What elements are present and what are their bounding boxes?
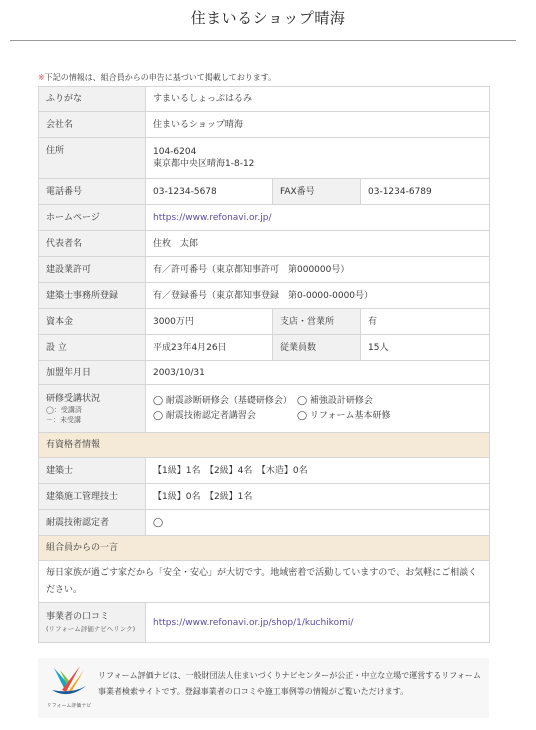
value-tel: 03-1234-5678 <box>146 179 273 205</box>
row-architect <box>39 458 490 484</box>
note-text: 下記の情報は、組合員からの申告に基づいて掲載しております。 <box>44 73 277 82</box>
value-capital: 3000万円 <box>146 309 273 335</box>
value-reviews <box>146 603 490 643</box>
row-message <box>39 561 490 603</box>
row-company <box>39 112 490 138</box>
value-staff: 15人 <box>361 335 490 361</box>
value-seismic: ◯ <box>146 510 490 536</box>
section-message <box>39 536 490 561</box>
row-training <box>39 385 490 433</box>
training-item-reform-basic: ◯ リフォーム基本研修 <box>297 410 391 421</box>
row-tel <box>39 179 490 205</box>
label-homepage: ホームページ <box>39 205 146 231</box>
value-homepage <box>146 205 490 231</box>
address-street: 東京都中央区晴海1-8-12 <box>153 159 255 169</box>
value-joined: 2003/10/31 <box>146 361 490 385</box>
value-furigana: すまいるしょっぷはるみ <box>146 87 490 112</box>
disclaimer-note <box>38 73 276 83</box>
row-construction <box>39 484 490 510</box>
label-address: 住所 <box>39 138 146 179</box>
value-arch-office: 有／登録番号（東京都知事登録 第0-0000-0000号） <box>146 283 490 309</box>
address-zip: 104-6204 <box>153 147 197 157</box>
row-joined <box>39 361 490 385</box>
row-license <box>39 257 490 283</box>
row-representative <box>39 231 490 257</box>
label-construction: 建築施工管理技士 <box>39 484 146 510</box>
row-reviews <box>39 603 490 643</box>
value-company: 住まいるショップ晴海 <box>146 112 490 138</box>
footer-description: リフォーム評価ナビは、一般財団法人住まいづくりナビセンターが公正・中立な立場で運営するリフォーム事業者検索サイトです。登録事業者の口コミや施工事例等の情報がご覧いただけます。 <box>98 671 481 696</box>
value-architect: 【1級】1名 【2級】4名 【木造】0名 <box>146 458 490 484</box>
message-text: 毎日家族が過ごす家だから「安全・安心」が大切です。地域密着で活動していますので、お気軽にご相談ください。 <box>39 561 490 603</box>
training-legend-not: －：未受講 <box>46 415 81 424</box>
row-capital <box>39 309 490 335</box>
refonavi-logo-icon <box>46 664 92 700</box>
row-address <box>39 138 490 179</box>
reviews-link[interactable]: https://www.refonavi.or.jp/shop/1/kuchikomi/ <box>153 617 354 628</box>
row-furigana <box>39 87 490 112</box>
title-divider <box>10 40 516 41</box>
footer-banner <box>38 658 489 718</box>
label-arch-office: 建築士事務所登録 <box>39 283 146 309</box>
training-item-reinforcement: ◯ 補強設計研修会 <box>297 395 373 406</box>
label-staff: 従業員数 <box>273 335 361 361</box>
label-tel: 電話番号 <box>39 179 146 205</box>
training-item-seismic-diagnosis: ◯ 耐震診断研修会（基礎研修会） <box>153 395 292 406</box>
label-representative: 代表者名 <box>39 231 146 257</box>
training-item-seismic-tech: ◯ 耐震技術認定者講習会 <box>153 410 256 421</box>
label-company: 会社名 <box>39 112 146 138</box>
row-homepage <box>39 205 490 231</box>
refonavi-logo[interactable] <box>46 664 92 712</box>
training-legend-done: ◯：受講済 <box>46 405 82 414</box>
value-address <box>146 138 490 179</box>
label-founded: 設 立 <box>39 335 146 361</box>
label-fax: FAX番号 <box>273 179 361 205</box>
row-arch-office <box>39 283 490 309</box>
label-architect: 建築士 <box>39 458 146 484</box>
value-license: 有／許可番号（東京都知事許可 第000000号） <box>146 257 490 283</box>
label-joined: 加盟年月日 <box>39 361 146 385</box>
label-furigana: ふりがな <box>39 87 146 112</box>
row-founded <box>39 335 490 361</box>
row-seismic <box>39 510 490 536</box>
section-message-label: 組合員からの一言 <box>39 536 490 561</box>
label-reviews <box>39 603 146 643</box>
value-branch: 有 <box>361 309 490 335</box>
logo-caption: リフォーム評価ナビ <box>46 703 92 709</box>
label-branch: 支店・営業所 <box>273 309 361 335</box>
value-fax: 03-1234-6789 <box>361 179 490 205</box>
label-seismic: 耐震技術認定者 <box>39 510 146 536</box>
value-training <box>146 385 490 433</box>
label-license: 建設業許可 <box>39 257 146 283</box>
section-qualified <box>39 433 490 458</box>
section-qualified-label: 有資格者情報 <box>39 433 490 458</box>
reviews-label: 事業者の口コミ <box>46 611 110 622</box>
value-representative: 住枚 太郎 <box>146 231 490 257</box>
homepage-link[interactable]: https://www.refonavi.or.jp/ <box>153 212 272 223</box>
value-construction: 【1級】0名 【2級】1名 <box>146 484 490 510</box>
label-capital: 資本金 <box>39 309 146 335</box>
reviews-sublabel: (リフォーム評価ナビへリンク) <box>46 624 136 633</box>
value-founded: 平成23年4月26日 <box>146 335 273 361</box>
note-mark: ※ <box>38 73 45 82</box>
shop-info-table <box>38 86 490 643</box>
training-label: 研修受講状況 <box>46 393 101 404</box>
page-title: 住まいるショップ晴海 <box>190 9 346 27</box>
label-training <box>39 385 146 433</box>
